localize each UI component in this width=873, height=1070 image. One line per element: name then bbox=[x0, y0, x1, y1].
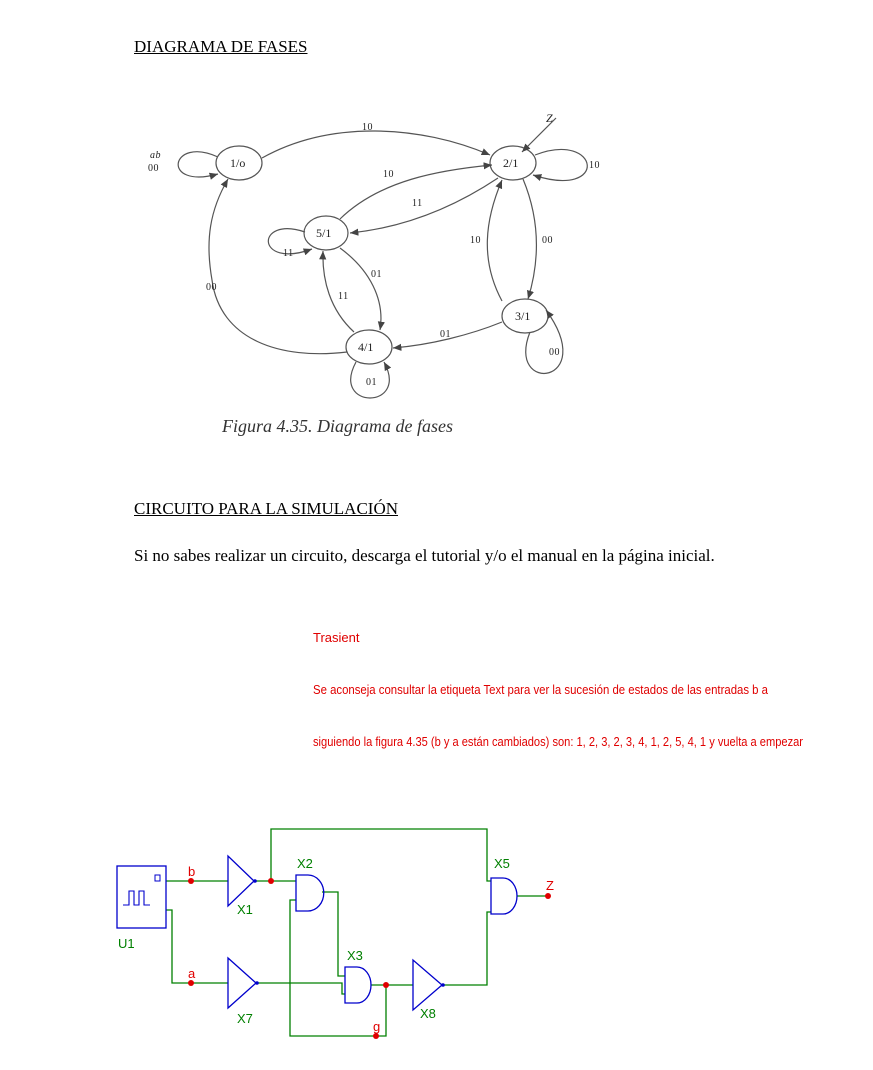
transition-label: 01 bbox=[366, 377, 377, 388]
transition-label: 00 bbox=[206, 282, 217, 293]
label-x1: X1 bbox=[237, 902, 253, 917]
label-x8: X8 bbox=[420, 1006, 436, 1021]
input-label-ab: ab bbox=[150, 150, 161, 161]
note-line-1: Se aconseja consultar la etiqueta Text para ver la sucesión de estados de las entradas b a bbox=[313, 682, 769, 697]
note-title: Trasient bbox=[313, 630, 360, 645]
figure-caption: Figura 4.35. Diagrama de fases bbox=[222, 416, 453, 436]
transition-label: 10 bbox=[362, 122, 373, 133]
state-2-label: 2/1 bbox=[503, 156, 519, 170]
label-u1: U1 bbox=[118, 936, 135, 951]
and-gate-x3-icon bbox=[345, 967, 371, 1003]
transition-label: 01 bbox=[440, 329, 451, 340]
state-5-label: 5/1 bbox=[316, 226, 332, 240]
section-title-phase-diagram: DIAGRAMA DE FASES bbox=[134, 37, 308, 56]
label-x5: X5 bbox=[494, 856, 510, 871]
transition-label: 11 bbox=[283, 248, 294, 259]
input-label-00: 00 bbox=[148, 163, 159, 174]
net-label-z: Z bbox=[546, 878, 554, 893]
buffer-x7-icon bbox=[228, 958, 256, 1008]
net-label-g: g bbox=[373, 1019, 381, 1034]
transition-label: 10 bbox=[470, 235, 481, 246]
note-line-2: siguiendo la figura 4.35 (b y a están cambiados) son: 1, 2, 3, 2, 3, 4, 1, 2, 5, 4, 1 y vuelta a empezar bbox=[313, 734, 804, 749]
label-x3: X3 bbox=[347, 948, 363, 963]
phase-diagram bbox=[0, 0, 873, 470]
transition-label: 00 bbox=[542, 235, 553, 246]
section-title-circuit: CIRCUITO PARA LA SIMULACIÓN bbox=[134, 499, 399, 518]
state-3-label: 3/1 bbox=[515, 309, 531, 323]
label-x2: X2 bbox=[297, 856, 313, 871]
output-label-z: Z bbox=[546, 111, 553, 125]
transition-label: 10 bbox=[589, 160, 600, 171]
state-4-label: 4/1 bbox=[358, 340, 374, 354]
and-gate-x2-icon bbox=[296, 875, 324, 911]
pulse-source-icon bbox=[117, 866, 166, 928]
and-gate-x5-icon bbox=[491, 878, 517, 914]
net-label-b: b bbox=[188, 864, 196, 879]
intro-paragraph: Si no sabes realizar un circuito, descarga el tutorial y/o el manual en la página inicial. bbox=[134, 546, 715, 565]
state-1-label: 1/o bbox=[230, 156, 246, 170]
net-label-a: a bbox=[188, 966, 196, 981]
simulation-circuit bbox=[0, 600, 873, 1070]
label-x7: X7 bbox=[237, 1011, 253, 1026]
buffer-x1-icon bbox=[228, 856, 254, 906]
transition-label: 01 bbox=[371, 269, 382, 280]
transition-label: 10 bbox=[383, 169, 394, 180]
transition-label: 11 bbox=[338, 291, 349, 302]
transition-label: 00 bbox=[549, 347, 560, 358]
transition-label: 11 bbox=[412, 198, 423, 209]
buffer-x8-icon bbox=[413, 960, 442, 1010]
